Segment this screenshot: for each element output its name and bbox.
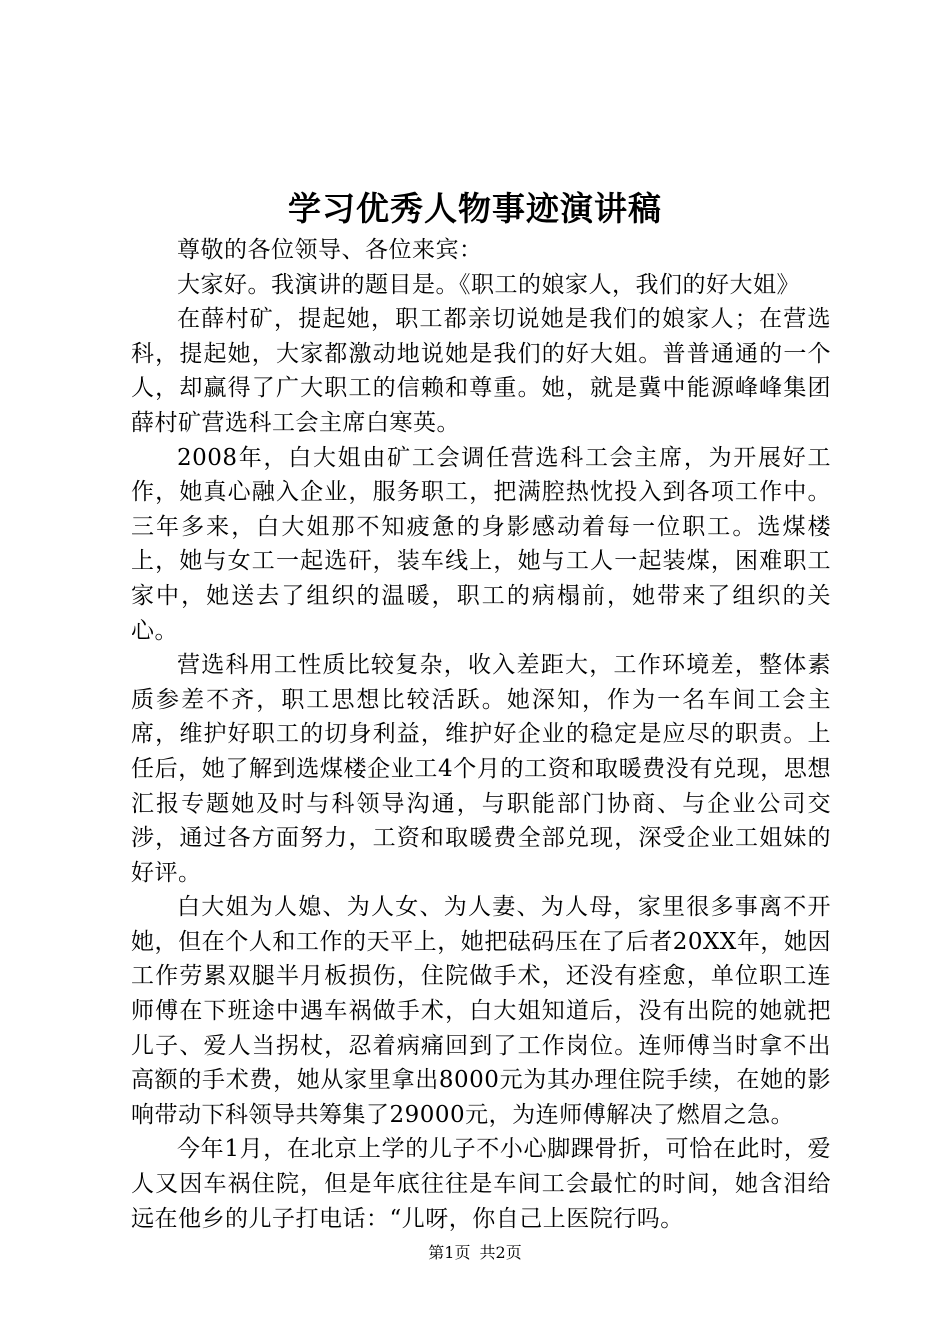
- paragraph: 今年1月，在北京上学的儿子不小心脚踝骨折，可恰在此时，爱人又因车祸住院，但是年底往往是车间工会最忙的时间，她含泪给远在他乡的儿子打电话：“儿呀，你自己上医院行吗。: [131, 1136, 831, 1232]
- page-number-current: 第1页: [428, 1243, 471, 1262]
- page-number-total: 共2页: [479, 1243, 522, 1262]
- paragraph-intro: 大家好。我演讲的题目是。《职工的娘家人，我们的好大姐》: [177, 271, 800, 298]
- document-title: 学习优秀人物事迹演讲稿: [288, 189, 662, 228]
- paragraph-greeting: 尊敬的各位领导、各位来宾：: [177, 237, 483, 263]
- page-footer: [0, 1242, 950, 1264]
- paragraph: 白大姐为人媳、为人女、为人妻、为人母，家里很多事离不开她，但在个人和工作的天平上，她把砝码压在了后者20XX年，她因工作劳累双腿半月板损伤，住院做手术，还没有痊愈，单位职工连师傅在下班途中遇车祸做手术，白大姐知道后，没有出院的她就把儿子、爱人当拐杖，忍着病痛回到了工作岗位。连师傅当时拿不出高额的手术费，她从家里拿出8000元为其办理住院手续，在她的影响带动下科领导共筹集了29000元，为连师傅解决了燃眉之急。: [131, 894, 831, 1128]
- paragraph: 2008年，白大姐由矿工会调任营选科工会主席，为开展好工作，她真心融入企业，服务职工，把满腔热忱投入到各项工作中。三年多来，白大姐那不知疲惫的身影感动着每一位职工。选煤楼上，她与女工一起选矸，装车线上，她与工人一起装煤，困难职工家中，她送去了组织的温暖，职工的病榻前，她带来了组织的关心。: [131, 444, 831, 644]
- document-body: [131, 233, 831, 1236]
- paragraph: 营选科用工性质比较复杂，收入差距大，工作环境差，整体素质参差不齐，职工思想比较活跃。她深知，作为一名车间工会主席，维护好职工的切身利益，维护好企业的稳定是应尽的职责。上任后，她了解到选煤楼企业工4个月的工资和取暖费没有兑现，思想汇报专题她及时与科领导沟通，与职能部门协商、与企业公司交涉，通过各方面努力，工资和取暖费全部兑现，深受企业工姐妹的好评。: [131, 652, 831, 886]
- paragraph: 在薛村矿，提起她，职工都亲切说她是我们的娘家人；在营选科，提起她，大家都激动地说她是我们的好大姐。普普通通的一个人，却赢得了广大职工的信赖和尊重。她，就是冀中能源峰峰集团薛村矿营选科工会主席白寒英。: [131, 306, 831, 436]
